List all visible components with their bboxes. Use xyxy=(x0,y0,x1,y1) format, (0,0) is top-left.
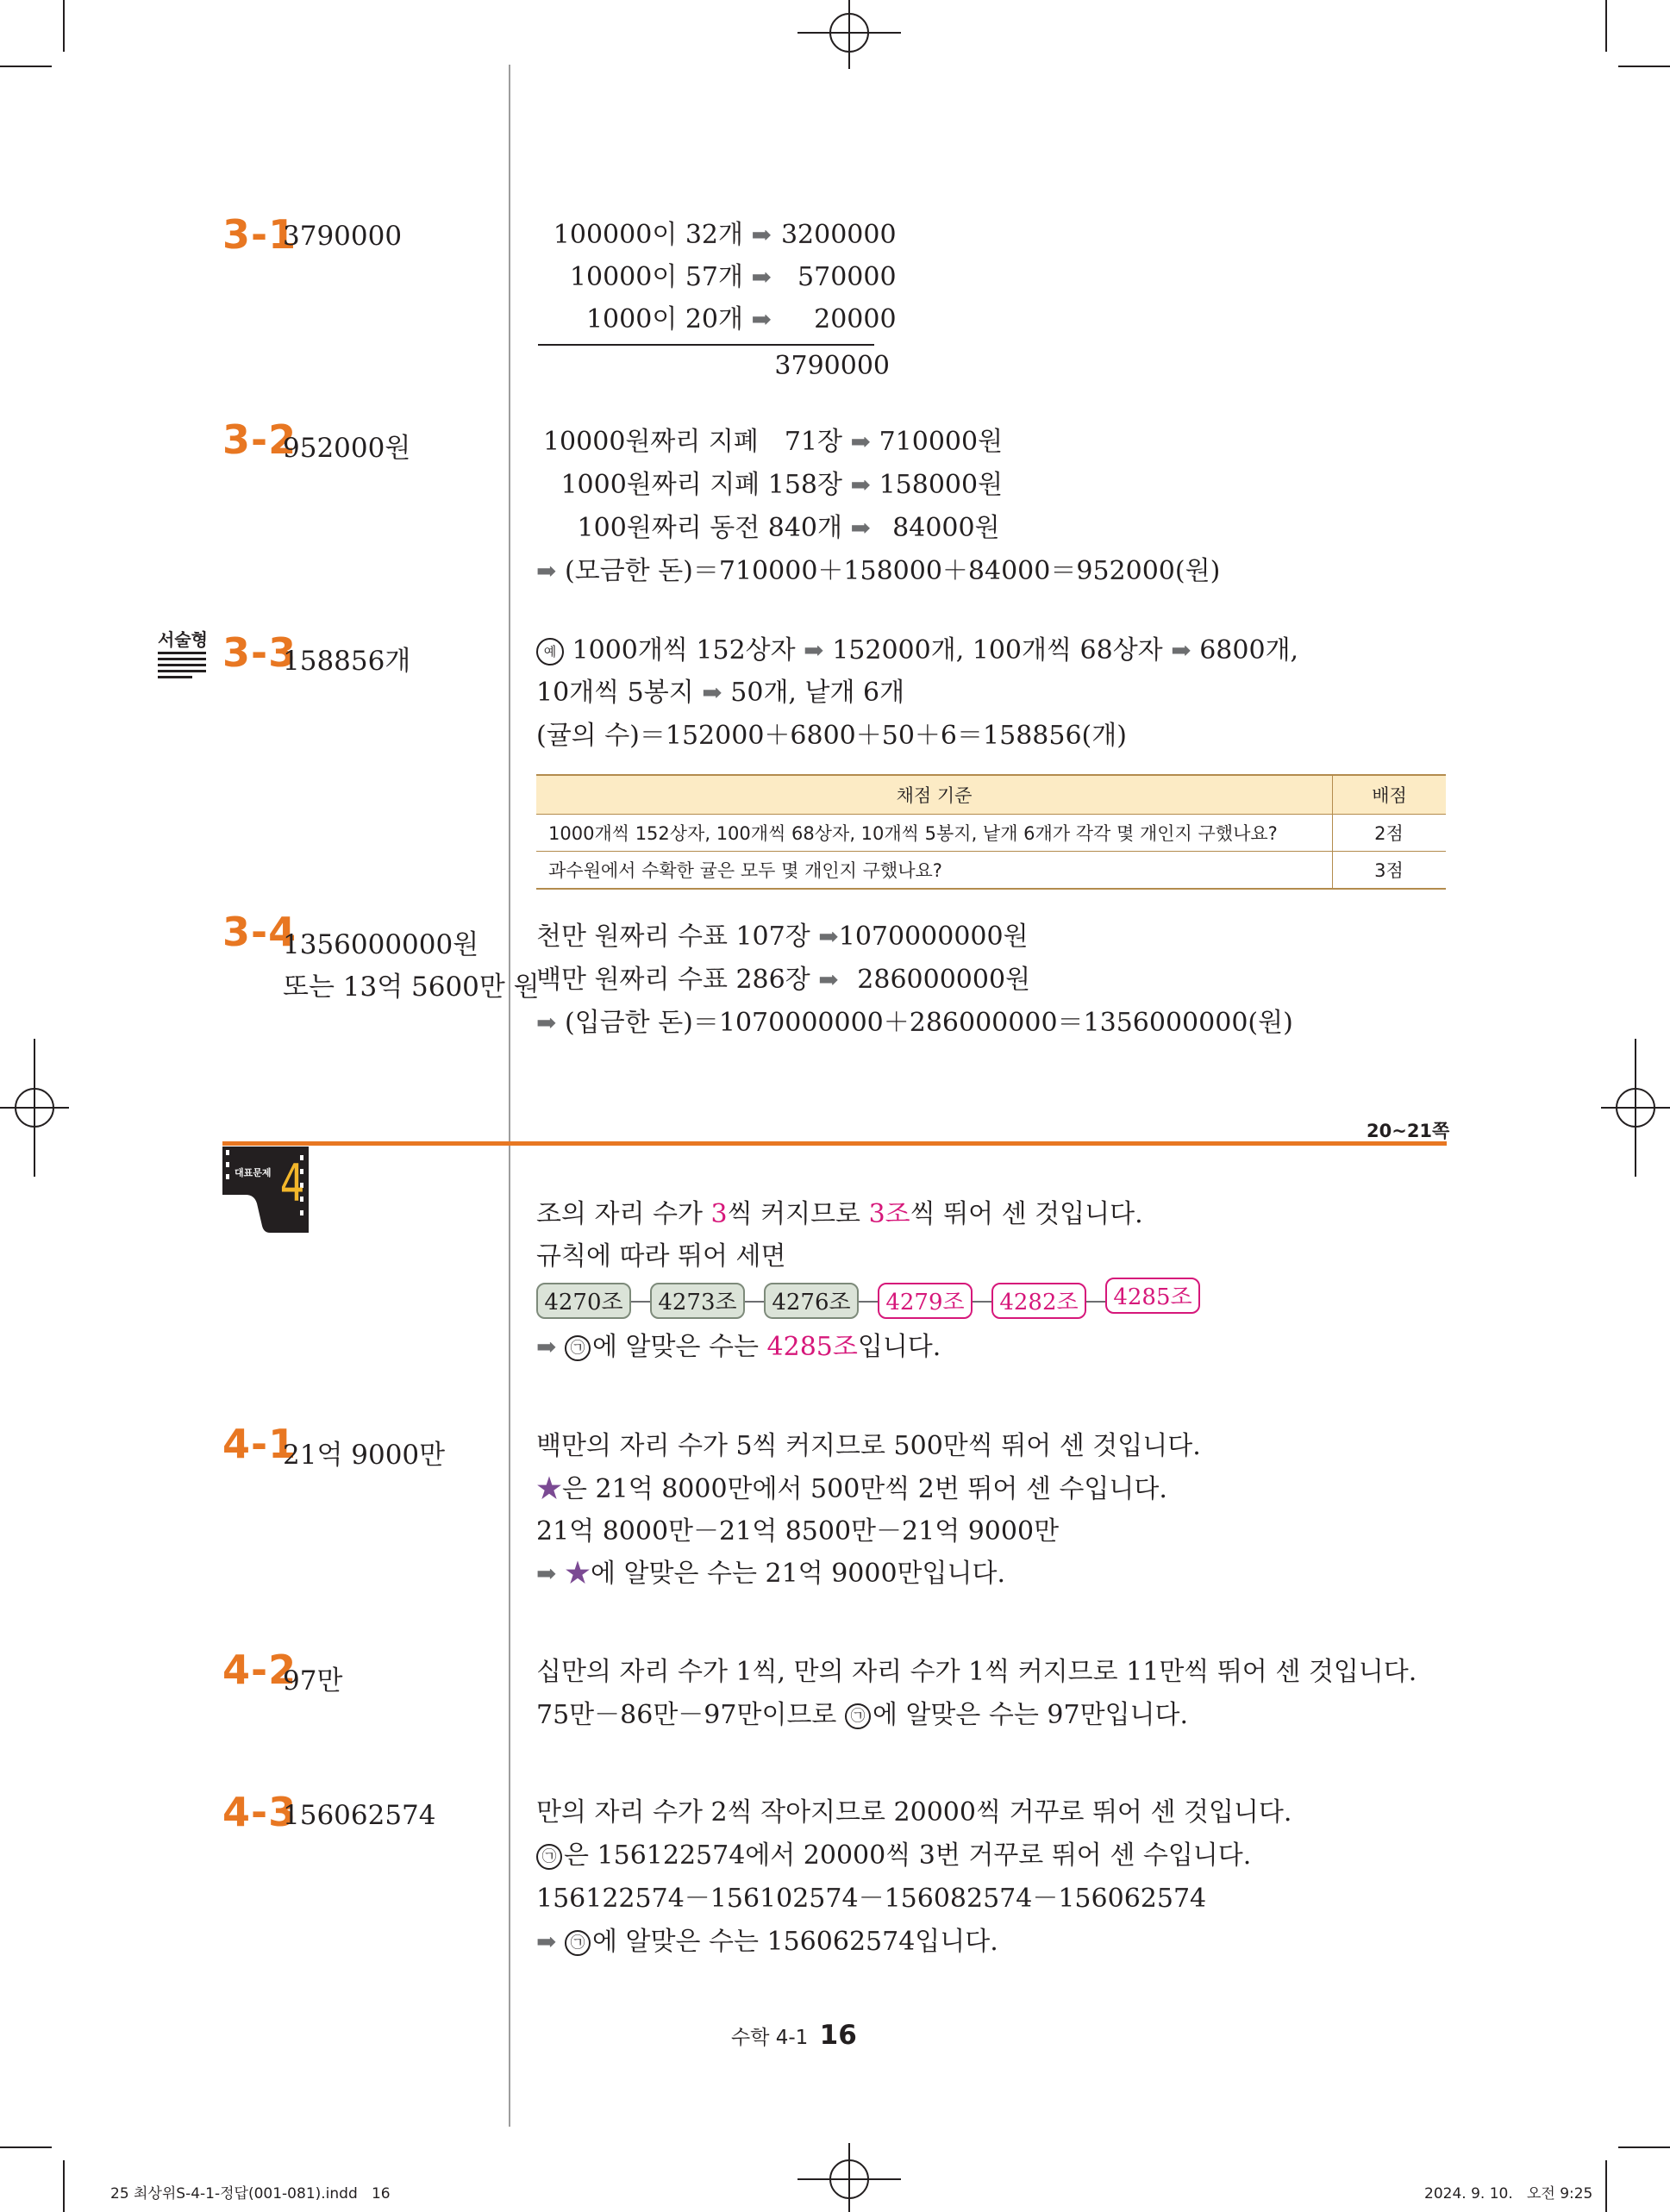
calc-right: 84000원 xyxy=(892,513,1000,543)
circled-letter-icon: ㉠ xyxy=(536,1844,562,1870)
crop-mark xyxy=(0,2146,52,2148)
calc-right: 20000 xyxy=(814,304,897,334)
scoring-table xyxy=(536,774,1446,890)
circled-letter-icon: ㉠ xyxy=(845,1703,871,1729)
arrow-right-icon: ➡ xyxy=(818,965,839,994)
question-number: 3-1 xyxy=(222,211,297,258)
calc-row xyxy=(536,922,1029,953)
calc-left: 100원짜리 동전 840개 xyxy=(577,513,842,543)
star-icon: ★ xyxy=(536,1474,562,1504)
table-row xyxy=(536,815,1446,852)
sequence-box-answer: 4282조 xyxy=(991,1283,1086,1319)
question-answer-alt: 또는 13억 5600만 원 xyxy=(283,972,540,1003)
crop-mark xyxy=(63,0,65,52)
solution-line: 백만의 자리 수가 5씩 커지므로 500만씩 뛰어 센 것입니다. xyxy=(536,1431,1201,1461)
result-line xyxy=(536,1332,941,1363)
criteria-cell: 과수원에서 수확한 귤은 모두 몇 개인지 구했나요? xyxy=(536,852,1333,890)
solution-line: 156122574－156102574－156082574－156062574 xyxy=(536,1884,1207,1914)
result-line xyxy=(536,1559,1005,1590)
crop-mark xyxy=(1618,66,1670,67)
points-cell: 2점 xyxy=(1333,815,1447,852)
solution-text: 씩 뛰어 센 것입니다. xyxy=(910,1199,1143,1229)
arrow-right-icon: ➡ xyxy=(702,678,722,707)
solution-text: 6800개, xyxy=(1199,635,1299,665)
sequence-box: 4273조 xyxy=(650,1283,745,1319)
solution-line xyxy=(536,1199,1143,1230)
column-divider xyxy=(509,65,510,2127)
example-mark-icon: 예 xyxy=(536,638,564,665)
calc-row xyxy=(536,304,897,335)
solution-line xyxy=(536,635,1298,666)
question-answer: 158856개 xyxy=(283,646,411,677)
calc-left: 1000이 20개 xyxy=(585,304,743,334)
question-number: 3-3 xyxy=(222,629,297,676)
solution-line: 규칙에 따라 뛰어 세면 xyxy=(536,1241,786,1272)
arrow-right-icon: ➡ xyxy=(536,1559,557,1588)
calc-right: 1070000000원 xyxy=(838,922,1029,952)
question-answer: 21억 9000만 xyxy=(283,1440,446,1471)
sequence-box: 4276조 xyxy=(764,1283,859,1319)
solution-line xyxy=(536,678,904,709)
question-answer: 156062574 xyxy=(283,1800,436,1831)
summary-text: (모금한 돈)＝710000＋158000＋84000＝952000(원) xyxy=(565,556,1221,586)
solution-text: 1000개씩 152상자 xyxy=(572,635,796,665)
solution-line: 십만의 자리 수가 1씩, 만의 자리 수가 1씩 커지므로 11만씩 뛰어 센 것입니다. xyxy=(536,1657,1417,1687)
calc-row xyxy=(536,427,1004,458)
solution-line xyxy=(536,1474,1167,1505)
solution-line: 만의 자리 수가 2씩 작아지므로 20000씩 거꾸로 뛰어 센 것입니다. xyxy=(536,1797,1292,1828)
solution-text: 씩 커지므로 xyxy=(727,1199,869,1229)
crop-mark xyxy=(1605,2160,1607,2212)
calc-left: 천만 원짜리 수표 107장 xyxy=(536,922,810,952)
sequence-connector xyxy=(745,1301,764,1303)
calc-row xyxy=(536,470,1004,501)
question-number: 4-1 xyxy=(222,1421,297,1467)
sum-line xyxy=(538,344,874,346)
essay-tag-label: 서술형 xyxy=(158,629,208,650)
crop-mark xyxy=(1618,2146,1670,2148)
calc-right: 158000원 xyxy=(879,470,1004,500)
arrow-right-icon: ➡ xyxy=(536,1333,557,1361)
print-slug-file: 25 최상위S-4-1-정답(001-081).indd 16 xyxy=(110,2185,391,2203)
table-header-row xyxy=(536,775,1446,815)
solution-line xyxy=(536,1840,1251,1871)
highlight-text: 3조 xyxy=(868,1199,910,1229)
sequence-connector xyxy=(631,1301,650,1303)
question-number: 3-2 xyxy=(222,416,297,463)
sequence-connector xyxy=(859,1301,878,1303)
solution-text: 은 21억 8000만에서 500만씩 2번 뛰어 센 수입니다. xyxy=(562,1474,1167,1504)
page-reference: 20~21쪽 xyxy=(1367,1121,1450,1141)
badge-label: 대표문제 xyxy=(235,1167,272,1178)
star-icon: ★ xyxy=(565,1559,591,1589)
calc-row xyxy=(536,513,1000,544)
sequence-box: 4270조 xyxy=(536,1283,631,1319)
calc-left: 10000이 57개 xyxy=(569,262,743,292)
summary-text: (입금한 돈)＝1070000000＋286000000＝1356000000(원) xyxy=(565,1008,1293,1038)
arrow-right-icon: ➡ xyxy=(751,221,772,249)
question-answer: 1356000000원 xyxy=(283,929,479,960)
sequence-connector xyxy=(973,1301,991,1303)
solution-text: 75만－86만－97만이므로 xyxy=(536,1700,845,1730)
calc-total xyxy=(536,351,890,382)
print-slug-date: 2024. 9. 10. 오전 9:25 xyxy=(1424,2185,1593,2203)
calc-total-value: 3790000 xyxy=(774,351,890,381)
calc-row xyxy=(536,262,897,293)
solution-text: 조의 자리 수가 xyxy=(536,1199,711,1229)
registration-mark-icon xyxy=(797,0,901,69)
summary-line xyxy=(536,1008,1293,1039)
calc-left: 100000이 32개 xyxy=(553,220,743,250)
circled-letter-icon: ㉠ xyxy=(565,1335,591,1361)
arrow-right-icon: ➡ xyxy=(536,557,557,585)
essay-tag xyxy=(158,626,208,651)
question-answer: 97만 xyxy=(283,1665,343,1696)
calc-right: 3200000 xyxy=(780,220,897,250)
calc-right: 710000원 xyxy=(879,427,1004,457)
badge-number: 4 xyxy=(279,1153,305,1214)
table-row xyxy=(536,852,1446,890)
sequence-box-answer: 4285조 xyxy=(1105,1278,1200,1314)
solution-text: 은 156122574에서 20000씩 3번 거꾸로 뛰어 센 수입니다. xyxy=(564,1840,1252,1871)
solution-text: 에 알맞은 수는 21억 9000만입니다. xyxy=(591,1559,1005,1589)
question-answer: 3790000 xyxy=(283,221,403,252)
highlight-text: 4285조 xyxy=(766,1332,858,1362)
solution-line: 21억 8000만－21억 8500만－21억 9000만 xyxy=(536,1516,1060,1547)
calc-left: 백만 원짜리 수표 286장 xyxy=(536,965,810,995)
question-number: 4-3 xyxy=(222,1789,297,1835)
solution-text: 50개, 낱개 6개 xyxy=(730,678,905,708)
solution-text: 152000개, 100개씩 68상자 xyxy=(832,635,1163,665)
solution-text: 에 알맞은 수는 156062574입니다. xyxy=(592,1927,998,1957)
table-header-criteria: 채점 기준 xyxy=(536,775,1333,815)
arrow-right-icon: ➡ xyxy=(536,1009,557,1037)
solution-line: (귤의 수)＝152000＋6800＋50＋6＝158856(개) xyxy=(536,721,1127,751)
arrow-right-icon: ➡ xyxy=(850,471,872,499)
registration-mark-icon xyxy=(797,2143,901,2212)
calc-left: 10000원짜리 지폐 71장 xyxy=(542,427,842,457)
solution-text: 에 알맞은 수는 xyxy=(592,1332,767,1362)
arrow-right-icon: ➡ xyxy=(804,636,824,665)
arrow-right-icon: ➡ xyxy=(850,514,872,542)
question-answer: 952000원 xyxy=(283,433,411,464)
solution-text: 10개씩 5봉지 xyxy=(536,678,694,708)
solution-text: 에 알맞은 수는 97만입니다. xyxy=(872,1700,1189,1730)
question-number: 4-2 xyxy=(222,1647,297,1693)
solution-text: 입니다. xyxy=(857,1332,941,1362)
criteria-cell: 1000개씩 152상자, 100개씩 68상자, 10개씩 5봉지, 낱개 6개가 각각 몇 개인지 구했나요? xyxy=(536,815,1333,852)
writing-lines-icon xyxy=(158,652,206,681)
section-divider xyxy=(222,1141,1447,1146)
table-header-points: 배점 xyxy=(1333,775,1447,815)
highlight-text: 3 xyxy=(710,1199,728,1229)
question-number: 3-4 xyxy=(222,909,297,955)
crop-mark xyxy=(63,2160,65,2212)
crop-mark xyxy=(0,66,52,67)
arrow-right-icon: ➡ xyxy=(818,922,839,951)
book-title: 수학 4-1 xyxy=(731,2027,809,2049)
sequence-box-answer: 4279조 xyxy=(878,1283,973,1319)
calc-left: 1000원짜리 지폐 158장 xyxy=(560,470,842,500)
sequence-connector xyxy=(1086,1301,1105,1303)
calc-row xyxy=(536,220,897,251)
arrow-right-icon: ➡ xyxy=(1171,636,1192,665)
calc-right: 286000000원 xyxy=(857,965,1031,995)
arrow-right-icon: ➡ xyxy=(536,1928,557,1956)
arrow-right-icon: ➡ xyxy=(850,428,872,456)
page-footer xyxy=(731,2020,857,2051)
registration-mark-icon xyxy=(1601,1039,1670,1177)
arrow-right-icon: ➡ xyxy=(751,305,772,334)
calc-row xyxy=(536,965,1030,996)
crop-mark xyxy=(1605,0,1607,52)
solution-line xyxy=(536,1700,1188,1731)
registration-mark-icon xyxy=(0,1039,69,1177)
result-line xyxy=(536,1927,998,1958)
summary-line xyxy=(536,556,1220,587)
points-cell: 3점 xyxy=(1333,852,1447,890)
circled-letter-icon: ㉠ xyxy=(565,1930,591,1956)
calc-right: 570000 xyxy=(797,262,897,292)
page-number: 16 xyxy=(819,2020,857,2051)
arrow-right-icon: ➡ xyxy=(751,263,772,291)
